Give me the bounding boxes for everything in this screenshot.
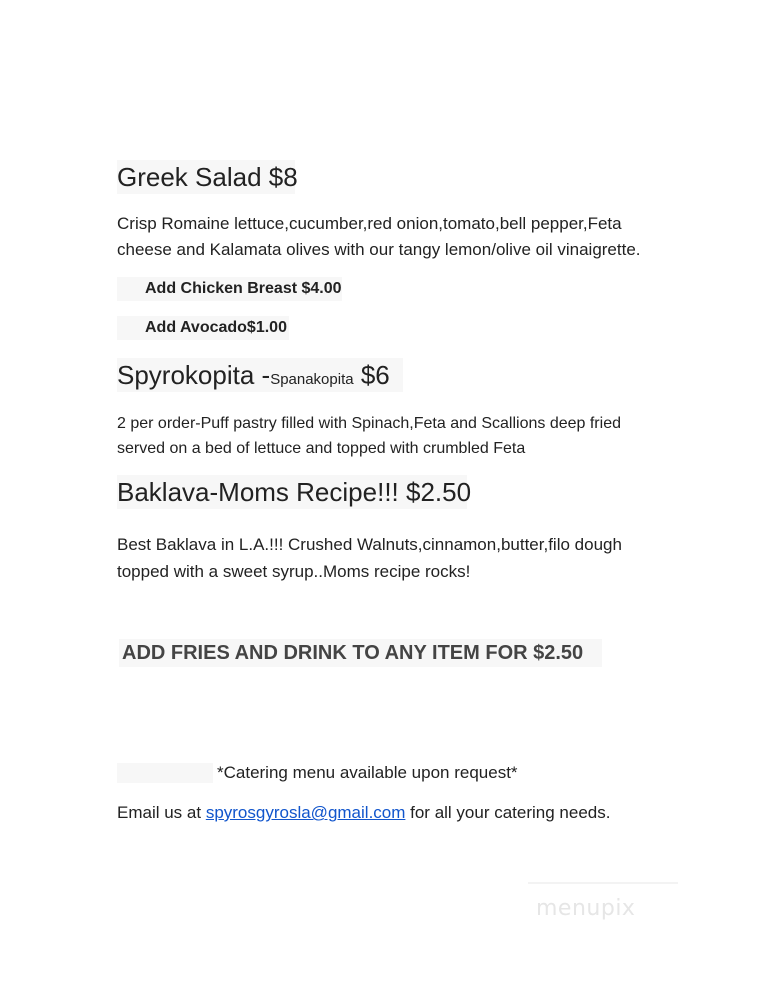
fries-drink-banner: ADD FRIES AND DRINK TO ANY ITEM FOR $2.50 [119,639,602,667]
greek-salad-title: Greek Salad $8 [117,162,298,192]
watermark-bar [528,882,678,884]
spyrokopita-title-main: Spyrokopita - [117,360,271,390]
email-prefix: Email us at [117,803,206,822]
addon-chicken-row [117,277,342,301]
email-link[interactable]: spyrosgyrosla@gmail.com [205,803,406,822]
email-suffix: for all your catering needs. [405,803,611,822]
catering-note: *Catering menu available upon request* [217,763,518,782]
spyrokopita-price: $6 [353,360,390,390]
spyrokopita-desc-line2: served on a bed of lettuce and topped with crumbled Feta [117,440,526,457]
spyrokopita-desc-line1: 2 per order-Puff pastry filled with Spinach,Feta and Scallions deep fried [117,415,621,432]
baklava-desc-line2: topped with a sweet syrup..Moms recipe rocks! [117,562,471,581]
addon-avocado-row [117,316,289,340]
spyrokopita-title-small: Spanakopita [270,371,354,388]
catering-email-line [117,800,610,826]
addon-avocado-label: Add Avocado$1.00 [145,319,287,336]
greek-salad-desc-line2: cheese and Kalamata olives with our tangy lemon/olive oil vinaigrette. [117,240,641,259]
baklava-title: Baklava-Moms Recipe!!! $2.50 [117,477,472,507]
spyrokopita-title [117,358,403,392]
greek-salad-desc-line1: Crisp Romaine lettuce,cucumber,red onion,tomato,bell pepper,Feta [117,214,622,233]
baklava-desc-line1: Best Baklava in L.A.!!! Crushed Walnuts,cinnamon,butter,filo dough [117,535,622,554]
menupix-watermark: menupix [536,896,636,921]
catering-highlight [117,763,213,783]
addon-chicken-label: Add Chicken Breast $4.00 [145,280,342,297]
